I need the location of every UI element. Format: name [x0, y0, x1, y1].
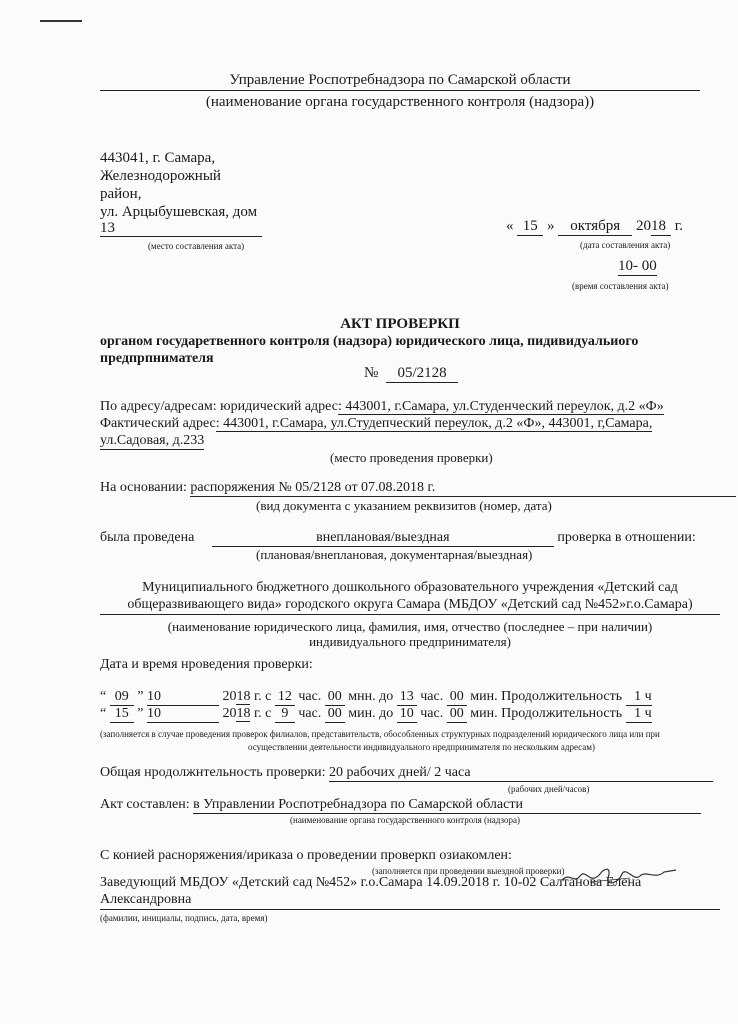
type-caption: (плановая/внеплановая, документарная/выездная): [256, 547, 533, 562]
place-caption: (место составления акта): [148, 241, 245, 251]
act-number-label: №: [364, 365, 379, 381]
place-underline: [100, 236, 262, 237]
date-close-quote: »: [547, 218, 555, 234]
row2-hours-word-2: час.: [420, 706, 444, 721]
drawn-row: [100, 797, 701, 814]
drawn-caption: (наименование органа государственного контроля (надзора): [290, 815, 520, 825]
row1-duration: 1 ч: [626, 689, 652, 706]
row1-to-hour: 13: [397, 689, 417, 706]
row2-min-word: мин. до: [348, 706, 394, 721]
familiar-label: С конией расноряжения/ириказа о проведении проверкп озиакомлен:: [100, 848, 512, 863]
type-value: внеплановая/выездная: [212, 530, 554, 547]
familiar-caption: (фамилии, инициалы, подпись, дата, время): [100, 913, 268, 923]
row2-year-unit: г. с: [253, 706, 272, 721]
row1-hours-word: час.: [298, 689, 322, 704]
row2-month: 10: [147, 706, 219, 723]
row2-duration: 1 ч: [626, 706, 652, 723]
row2-to-hour: 10: [397, 706, 417, 723]
schedule-heading: Дата и время нроведения проверки:: [100, 657, 313, 672]
drawn-value: в Управлении Роспотребнадзора по Самарской области: [193, 797, 701, 814]
entity-line-2: общеразвивающего вида» городского округа Самара (МБДОУ «Детский сад №452»г.о.Самара): [127, 597, 693, 612]
act-number: 05/2128: [386, 365, 458, 383]
act-number-row: [364, 365, 458, 383]
date-row: [506, 218, 683, 236]
date-year-suffix: 18: [651, 218, 671, 236]
quote-close: ”: [137, 706, 144, 721]
address-label-legal: По адресу/адресам: юридический адрес: [100, 399, 338, 414]
address-line-1: [100, 399, 664, 415]
row1-year-unit: г. с: [253, 689, 272, 704]
familiar-underline: [100, 909, 720, 910]
row1-min-word: мнн. до: [348, 689, 394, 704]
row2-hours-word: час.: [298, 706, 322, 721]
basis-label: На основании:: [100, 480, 187, 495]
entity-underline: [100, 614, 720, 615]
schedule-note-2: осуществлении деятельности индивидуального нредпринимателя по нескольким адресам): [248, 742, 595, 752]
basis-caption: (вид документа с указанием реквизитов (номер, дата): [256, 498, 552, 513]
row2-from-hour: 9: [275, 706, 295, 723]
act-subtitle-2: предпрпнимателя: [100, 351, 214, 366]
quote-open: “: [100, 706, 107, 721]
row2-year-prefix: 20: [222, 706, 237, 721]
date-open-quote: «: [506, 218, 514, 234]
row2-day: 15: [110, 706, 134, 723]
address-value-actual: : 443001, г.Самара, ул.Студепческий переулок, д.2 «Ф», 443001, г,Самара,: [215, 416, 653, 431]
quote-close: ”: [137, 689, 144, 704]
schedule-row-2: [100, 706, 652, 723]
org-name: Управление Роспотребнадзора по Самарской области: [229, 72, 571, 88]
entity-line-1: Муниципиального бюджетного дошкольного образовательного учреждения «Детский сад: [142, 580, 678, 595]
org-underline: [100, 90, 700, 91]
row2-from-min: 00: [325, 706, 345, 723]
act-title: АКТ ПРОВЕРКП: [340, 316, 460, 332]
place-line-3: район,: [100, 186, 142, 202]
basis-row: [100, 480, 736, 497]
row2-duration-word: мин. Продолжительность: [470, 706, 623, 721]
address-label-actual: Фактический адрес: [100, 416, 216, 431]
familiar-line-2: Александровна: [100, 892, 192, 907]
total-caption: (рабочих дней/часов): [508, 784, 590, 794]
date-year-prefix: 20: [636, 218, 651, 234]
address-line-2: [100, 416, 652, 432]
date-day: 15: [517, 218, 543, 236]
address-caption: (место проведения проверки): [330, 450, 493, 465]
type-suffix: проверка в отношении:: [557, 530, 696, 545]
place-line-5: 13: [100, 220, 115, 236]
row1-to-min: 00: [447, 689, 467, 706]
date-year-unit: г.: [674, 218, 683, 234]
row1-hours-word-2: час.: [420, 689, 444, 704]
row2-to-min: 00: [447, 706, 467, 723]
drawn-label: Акт составлен:: [100, 797, 190, 812]
place-line-4: ул. Арцыбушевская, дом: [100, 204, 258, 220]
signature-icon: [560, 858, 680, 890]
schedule-row-1: [100, 689, 652, 706]
row1-year: 18: [236, 689, 251, 704]
address-line-3: ул.Садовая, д.233: [100, 433, 205, 448]
type-label: была проведена: [100, 530, 195, 545]
total-row: [100, 765, 713, 782]
entity-caption-2: индивидуального предпринимателя): [309, 634, 511, 649]
schedule-note-1: (заполняется в случае проведения проверок филиалов, представительств, обособленных структурных подразделений юридического лица или при: [100, 729, 660, 739]
org-caption: (наименование органа государственного контроля (надзора)): [205, 94, 595, 110]
familiar-note: (заполняется при проведении выездной проверки): [372, 866, 565, 876]
row1-day: 09: [110, 689, 134, 706]
quote-open: “: [100, 689, 107, 704]
date-caption: (дата составления акта): [580, 240, 671, 250]
total-value: 20 рабочих дней/ 2 часа: [329, 765, 713, 782]
place-line-2: Железнодорожный: [100, 168, 221, 184]
row1-from-min: 00: [325, 689, 345, 706]
time-value: 10- 00: [618, 258, 657, 274]
row1-duration-word: мин. Продолжительность: [470, 689, 623, 704]
row1-from-hour: 12: [275, 689, 295, 706]
entity-caption-1: (наименование юридического лица, фамилия, имя, отчество (последнее – при наличии): [167, 619, 653, 634]
row1-month: 10: [147, 689, 219, 706]
place-line-1: 443041, г. Самара,: [100, 150, 216, 166]
time-caption: (время составления акта): [572, 281, 669, 291]
address-value-legal: : 443001, г.Самара, ул.Студенческий переулок, д.2 «Ф»: [337, 399, 664, 414]
basis-value: распоряжения № 05/2128 от 07.08.2018 г.: [190, 480, 736, 497]
row1-year-prefix: 20: [222, 689, 237, 704]
type-row: [100, 530, 696, 547]
act-subtitle-1: органом государетвенного контроля (надзора) юридического лица, пидивидуальиого: [100, 334, 639, 349]
familiar-line-1: Заведующий МБДОУ «Детский сад №452» г.о.Самара 14.09.2018 г. 10-02 Салтанова Елена: [100, 875, 642, 890]
scan-artifact-line: [40, 20, 82, 22]
date-month: октября: [558, 218, 632, 236]
total-label: Общая нродолжнтельность проверки:: [100, 765, 326, 780]
row2-year: 18: [236, 706, 251, 721]
